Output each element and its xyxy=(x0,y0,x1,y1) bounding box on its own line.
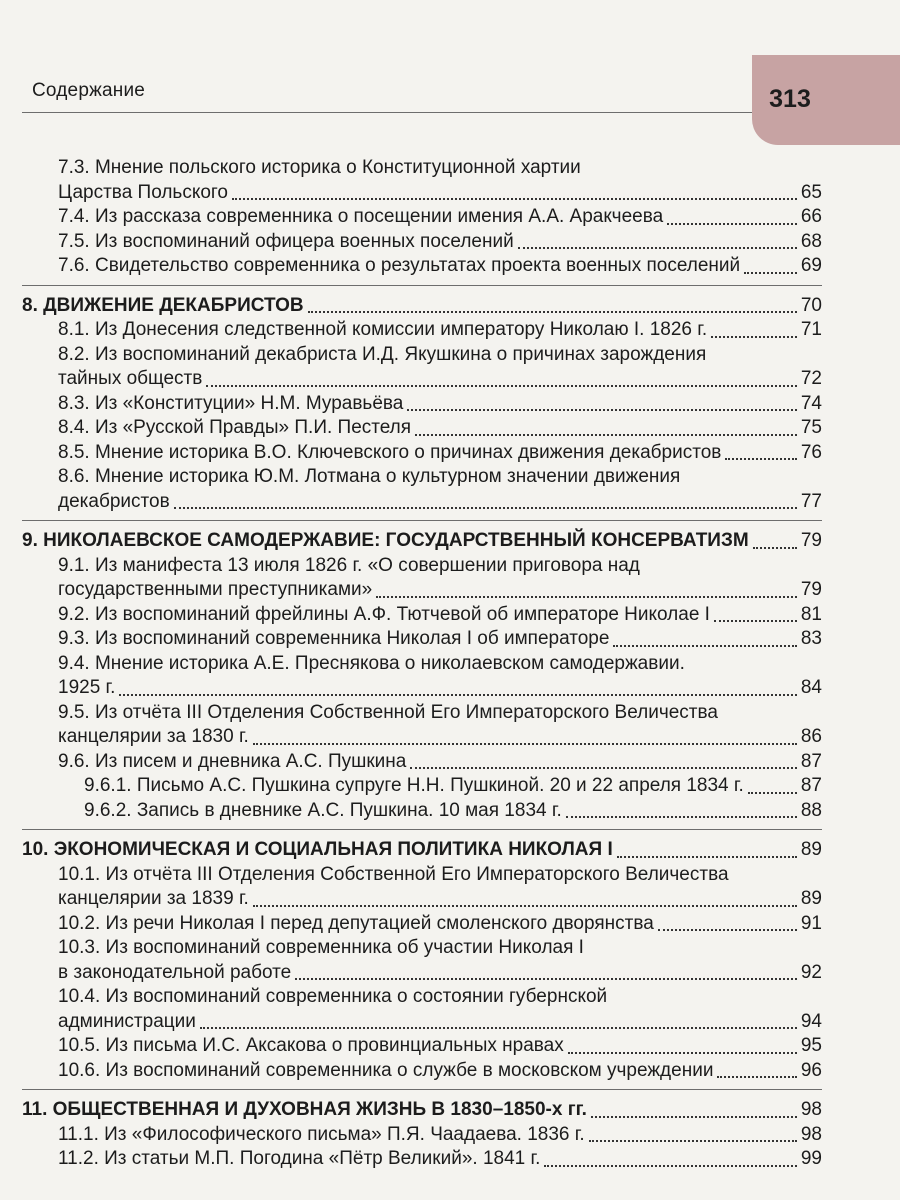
dot-leader xyxy=(544,1165,796,1167)
toc-entry-title: 9.6.2. Запись в дневнике А.С. Пушкина. 10 мая 1834 г. xyxy=(84,799,562,821)
toc-entry-line xyxy=(58,887,822,912)
toc-entry-line xyxy=(58,318,822,343)
toc-entry-line xyxy=(58,254,822,279)
toc-section-entry xyxy=(22,834,822,863)
dot-leader xyxy=(667,223,797,225)
toc-entry-title: государственными преступниками» xyxy=(58,579,373,600)
toc-entry-line xyxy=(58,912,822,937)
toc-entry xyxy=(22,1059,822,1084)
toc-entry-title-line: 7.3. Мнение польского историка о Конституционной хартии xyxy=(58,157,581,178)
toc-entry-title-line: 9.4. Мнение историка А.Е. Преснякова о николаевском самодержавии. xyxy=(58,652,685,674)
toc-page-number: 87 xyxy=(800,775,822,796)
toc-entry-title: 7.4. Из рассказа современника о посещении имения А.А. Аракчеева xyxy=(58,206,664,227)
dot-leader xyxy=(410,767,797,769)
toc-entry xyxy=(22,205,822,230)
dot-leader xyxy=(295,978,797,980)
toc-entry-line xyxy=(58,1059,822,1084)
dot-leader xyxy=(200,1027,797,1029)
toc-entry-title: декабристов xyxy=(58,490,170,512)
dot-leader xyxy=(308,311,797,313)
dot-leader xyxy=(748,792,797,794)
toc-section-entry xyxy=(22,525,822,554)
toc-page-number: 76 xyxy=(800,441,822,463)
toc-page-number: 69 xyxy=(800,255,822,276)
toc-entry-title: 11. ОБЩЕСТВЕННАЯ И ДУХОВНАЯ ЖИЗНЬ В 1830–1850-х гг. xyxy=(22,1099,587,1120)
toc-entry-line xyxy=(58,578,822,603)
toc-entry-title: 8.3. Из «Конституции» Н.М. Муравьёва xyxy=(58,392,404,414)
toc-page-number: 89 xyxy=(800,839,822,860)
toc-entry xyxy=(22,627,822,652)
toc-entry-title: 1925 г. xyxy=(58,677,116,698)
toc-entry-title-line: 10.3. Из воспоминаний современника об участии Николая I xyxy=(58,937,584,958)
dot-leader xyxy=(744,272,797,274)
dot-leader xyxy=(407,409,797,411)
toc-page-number: 68 xyxy=(800,230,822,252)
toc-page-number: 79 xyxy=(800,530,822,551)
dot-leader xyxy=(589,1140,797,1142)
toc-entry-line xyxy=(58,181,822,206)
toc-page-number: 94 xyxy=(800,1010,822,1032)
dot-leader xyxy=(714,620,797,622)
toc-entry xyxy=(22,1123,822,1148)
dot-leader xyxy=(658,929,797,931)
toc-entry-title: 7.5. Из воспоминаний офицера военных поселений xyxy=(58,230,514,252)
toc-entry xyxy=(22,343,822,392)
toc-page-number: 81 xyxy=(800,603,822,625)
dot-leader xyxy=(725,458,796,460)
section-divider xyxy=(22,520,822,521)
toc-entry-title: в законодательной работе xyxy=(58,961,292,983)
page-number: 313 xyxy=(769,85,811,113)
dot-leader xyxy=(568,1052,797,1054)
toc-entry xyxy=(22,863,822,912)
dot-leader xyxy=(415,434,797,436)
toc-entry xyxy=(22,1034,822,1059)
dot-leader xyxy=(753,547,797,549)
toc-entry-line xyxy=(58,750,822,775)
dot-leader xyxy=(613,645,796,647)
toc-entry-line xyxy=(22,1098,822,1123)
toc-entry-line xyxy=(22,529,822,554)
toc-entry xyxy=(22,912,822,937)
toc-section-entry xyxy=(22,290,822,319)
toc-entry-title: 8.4. Из «Русской Правды» П.И. Пестеля xyxy=(58,417,412,438)
toc-entry-line xyxy=(58,416,822,441)
toc-entry-title: 10.5. Из письма И.С. Аксакова о провинциальных нравах xyxy=(58,1035,564,1056)
toc-entry-line xyxy=(58,961,822,986)
toc-entry xyxy=(22,156,822,205)
toc-entry-title: 9.3. Из воспоминаний современника Николая I об императоре xyxy=(58,628,610,649)
dot-leader xyxy=(717,1076,796,1078)
toc-entry-line xyxy=(58,205,822,230)
toc-entry-title: администрации xyxy=(58,1010,196,1032)
toc-entry-line xyxy=(58,1010,822,1035)
page-header-title: Содержание xyxy=(32,80,146,101)
toc-entry xyxy=(22,441,822,466)
toc-entry-title: 9.6. Из писем и дневника А.С. Пушкина xyxy=(58,750,407,772)
toc-entry-line xyxy=(58,725,822,750)
toc-page-number: 75 xyxy=(800,417,822,438)
toc-entry-title: 8.1. Из Донесения следственной комиссии императору Николаю I. 1826 г. xyxy=(58,319,708,340)
toc-entry-title: 10.2. Из речи Николая I перед депутацией смоленского дворянства xyxy=(58,912,654,934)
toc-page-number: 98 xyxy=(800,1123,822,1145)
toc-entry-line xyxy=(58,230,822,255)
toc-page-number: 79 xyxy=(800,579,822,600)
toc-page-number: 65 xyxy=(800,181,822,203)
table-of-contents xyxy=(22,156,822,1172)
toc-entry-title-line: 9.5. Из отчёта III Отделения Собственной Его Императорского Величества xyxy=(58,701,718,723)
toc-entry-title-line: 9.1. Из манифеста 13 июля 1826 г. «О совершении приговора над xyxy=(58,554,640,576)
toc-page-number: 88 xyxy=(800,799,822,821)
toc-page-number: 70 xyxy=(800,294,822,316)
toc-entry xyxy=(22,392,822,417)
toc-entry-title-line: 8.6. Мнение историка Ю.М. Лотмана о культурном значении движения xyxy=(58,466,681,487)
toc-page-number: 72 xyxy=(800,368,822,389)
toc-entry-line xyxy=(58,676,822,701)
toc-entry-title: канцелярии за 1830 г. xyxy=(58,726,249,747)
toc-entry-title: Царства Польского xyxy=(58,181,228,203)
toc-entry xyxy=(22,750,822,775)
toc-entry-line xyxy=(58,490,822,515)
toc-page-number: 89 xyxy=(800,888,822,909)
toc-page-number: 84 xyxy=(800,677,822,698)
page-number-tab xyxy=(752,55,900,145)
toc-entry-line xyxy=(58,1034,822,1059)
toc-entry-title: 9.6.1. Письмо А.С. Пушкина супруге Н.Н. Пушкиной. 20 и 22 апреля 1834 г. xyxy=(84,775,744,796)
toc-entry xyxy=(22,774,822,799)
toc-page-number: 77 xyxy=(800,490,822,512)
dot-leader xyxy=(206,385,797,387)
toc-entry xyxy=(22,985,822,1034)
toc-page-number: 99 xyxy=(800,1148,822,1169)
dot-leader xyxy=(174,507,797,509)
dot-leader xyxy=(253,905,797,907)
toc-page-number: 92 xyxy=(800,961,822,983)
toc-entry-title-line: 10.4. Из воспоминаний современника о состоянии губернской xyxy=(58,986,608,1007)
toc-entry xyxy=(22,1147,822,1172)
toc-entry-title: 9. НИКОЛАЕВСКОЕ САМОДЕРЖАВИЕ: ГОСУДАРСТВЕННЫЙ КОНСЕРВАТИЗМ xyxy=(22,530,749,551)
toc-page-number: 91 xyxy=(800,912,822,934)
toc-page-number: 98 xyxy=(800,1099,822,1120)
toc-entry xyxy=(22,318,822,343)
dot-leader xyxy=(591,1116,797,1118)
toc-entry xyxy=(22,465,822,514)
toc-entry-title: тайных обществ xyxy=(58,368,203,389)
toc-page-number: 95 xyxy=(800,1035,822,1056)
toc-entry-line xyxy=(22,838,822,863)
section-divider xyxy=(22,1089,822,1090)
dot-leader xyxy=(119,694,796,696)
dot-leader xyxy=(566,816,797,818)
toc-entry-line xyxy=(58,627,822,652)
toc-entry-title-line: 8.2. Из воспоминаний декабриста И.Д. Якушкина о причинах зарождения xyxy=(58,343,707,365)
toc-entry xyxy=(22,936,822,985)
toc-entry-line xyxy=(58,441,822,466)
dot-leader xyxy=(711,336,797,338)
toc-entry-title: 10. ЭКОНОМИЧЕСКАЯ И СОЦИАЛЬНАЯ ПОЛИТИКА НИКОЛАЯ I xyxy=(22,839,613,860)
toc-entry-title-line: 10.1. Из отчёта III Отделения Собственной Его Императорского Величества xyxy=(58,863,729,885)
toc-entry-title: 11.2. Из статьи М.П. Погодина «Пётр Великий». 1841 г. xyxy=(58,1148,541,1169)
toc-entry-line xyxy=(58,367,822,392)
toc-entry-line xyxy=(22,294,822,319)
dot-leader xyxy=(253,743,797,745)
toc-entry-title: 8.5. Мнение историка В.О. Ключевского о причинах движения декабристов xyxy=(58,441,722,463)
toc-entry xyxy=(22,799,822,824)
toc-page-number: 96 xyxy=(800,1059,822,1081)
dot-leader xyxy=(617,856,797,858)
toc-page-number: 86 xyxy=(800,726,822,747)
toc-entry-title: канцелярии за 1839 г. xyxy=(58,888,249,909)
toc-entry xyxy=(22,652,822,701)
toc-page-number: 74 xyxy=(800,392,822,414)
toc-entry-title: 7.6. Свидетельство современника о результатах проекта военных поселений xyxy=(58,255,741,276)
toc-entry-line xyxy=(58,1123,822,1148)
toc-page-number: 83 xyxy=(800,628,822,649)
toc-entry xyxy=(22,416,822,441)
toc-entry-title: 10.6. Из воспоминаний современника о службе в московском учреждении xyxy=(58,1059,714,1081)
toc-section-entry xyxy=(22,1094,822,1123)
toc-entry-title: 9.2. Из воспоминаний фрейлины А.Ф. Тютчевой об императоре Николае I xyxy=(58,603,710,625)
toc-entry xyxy=(22,230,822,255)
section-divider xyxy=(22,829,822,830)
toc-page-number: 66 xyxy=(800,206,822,227)
toc-entry xyxy=(22,603,822,628)
toc-entry xyxy=(22,701,822,750)
toc-page-number: 71 xyxy=(800,319,822,340)
section-divider xyxy=(22,285,822,286)
toc-entry-line xyxy=(84,799,822,824)
toc-entry-line xyxy=(58,392,822,417)
toc-entry-title: 11.1. Из «Философического письма» П.Я. Чаадаева. 1836 г. xyxy=(58,1123,585,1145)
toc-entry-line xyxy=(58,1147,822,1172)
dot-leader xyxy=(232,198,797,200)
toc-entry-title: 8. ДВИЖЕНИЕ ДЕКАБРИСТОВ xyxy=(22,294,304,316)
toc-entry-line xyxy=(58,603,822,628)
toc-entry-line xyxy=(84,774,822,799)
toc-page-number: 87 xyxy=(800,750,822,772)
dot-leader xyxy=(518,247,797,249)
toc-entry xyxy=(22,554,822,603)
dot-leader xyxy=(376,596,797,598)
toc-entry xyxy=(22,254,822,279)
